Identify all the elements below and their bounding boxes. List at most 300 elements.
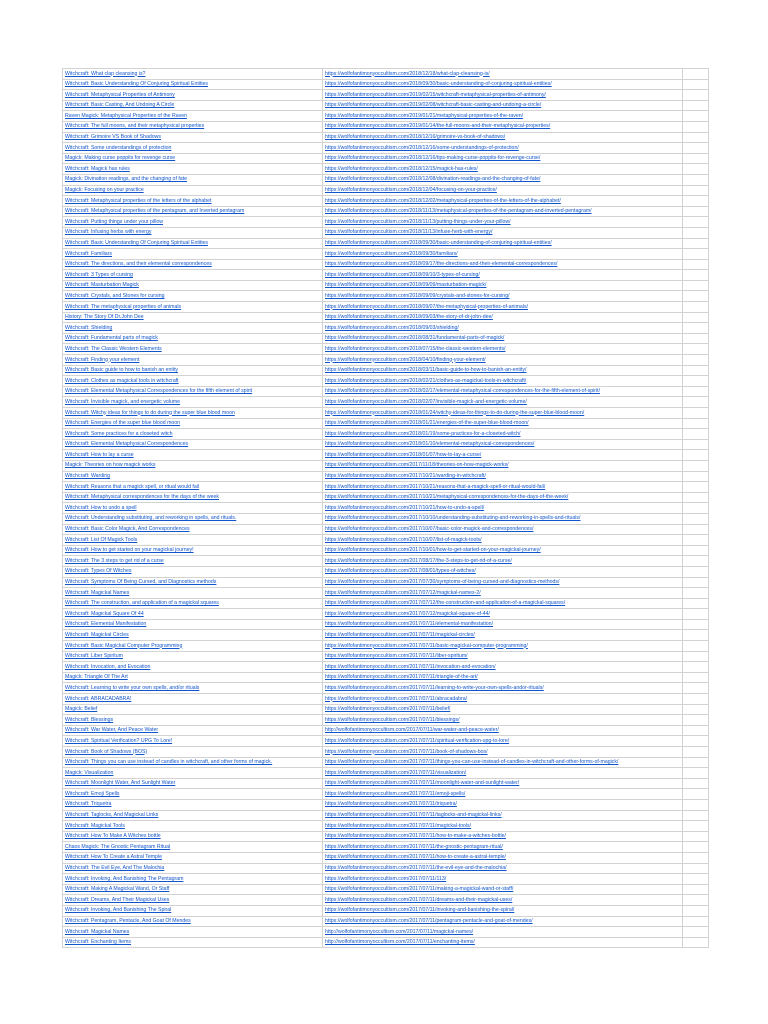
empty-cell	[683, 789, 709, 800]
title-cell	[63, 227, 323, 238]
article-title-link[interactable]: Witchcraft: Basic Color Magick, And Correspondences	[65, 526, 190, 533]
table-row	[63, 747, 709, 758]
url-cell	[323, 630, 683, 641]
title-cell	[63, 884, 323, 895]
article-title-link[interactable]: Witchcraft: Basic Magickal Computer Programming	[65, 642, 183, 649]
article-title-link[interactable]: Witchcraft: War Water, And Peace Water	[65, 727, 159, 734]
article-url-link[interactable]: https://wolfofantimonyoccultism.com/2017/07/11/things-you-can-use-instead-of-candles-in-witchcraft-and-other-forms-of-magick/	[325, 759, 619, 766]
article-url-link[interactable]: https://wolfofantimonyoccultism.com/2018/12/15/magick-has-rules/	[325, 165, 478, 172]
empty-cell	[683, 174, 709, 185]
article-url-link[interactable]: https://wolfofantimonyoccultism.com/2017/10/21/warding-in-witchcraft/	[325, 473, 486, 480]
article-title-link[interactable]: Witchcraft: Book of Shadows (BOS)	[65, 748, 148, 755]
article-url-link[interactable]: https://wolfofantimonyoccultism.com/2018/01/19/some-practices-for-a-closeted-witch/	[325, 430, 521, 437]
empty-cell	[683, 895, 709, 906]
article-url-link[interactable]: https://wolfofantimonyoccultism.com/2018/11/13/infuse-herb-with-energy/	[325, 229, 493, 236]
article-url-link[interactable]: https://wolfofantimonyoccultism.com/2018/02/17/elemental-metaphysical-correspondences-for-the-fifth-element-of-spirit/	[325, 388, 601, 395]
article-title-link[interactable]: Witchcraft: List Of Magick Tools	[65, 536, 138, 543]
table-row	[63, 545, 709, 556]
article-title-link[interactable]: Witchcraft: Learning to write your own spells, and/or rituals	[65, 684, 200, 691]
title-cell	[63, 100, 323, 111]
empty-cell	[683, 365, 709, 376]
url-cell	[323, 291, 683, 302]
article-title-link[interactable]: Witchcraft: Metaphysical properties of the pentagram, and Inverted pentagram	[65, 208, 245, 215]
article-url-link[interactable]: https://wolfofantimonyoccultism.com/2017/07/12/magickal-square-of-44/	[325, 610, 490, 617]
article-url-link[interactable]: https://wolfofantimonyoccultism.com/2018/09/30/familiars/	[325, 250, 458, 257]
article-title-link[interactable]: Witchcraft: Magickal Tools	[65, 822, 125, 829]
article-title-link[interactable]: Witchcraft: Clothes as magickal tools in witchcraft	[65, 377, 179, 384]
article-title-link[interactable]: Witchcraft: Pentagram, Pentacle, And Goat Of Mendes	[65, 918, 191, 924]
url-cell	[323, 259, 683, 270]
empty-cell	[683, 842, 709, 853]
article-url-link[interactable]: https://wolfofantimonyoccultism.com/2018/07/15/the-classic-western-elements/	[325, 345, 506, 352]
article-title-link[interactable]: Witchcraft: Magickal Square Of 44	[65, 610, 144, 617]
article-title-link[interactable]: Witchcraft: Elemental Manifestation	[65, 621, 147, 628]
link-spreadsheet	[62, 68, 708, 948]
title-cell	[63, 79, 323, 90]
article-url-link[interactable]: https://wolfofantimonyoccultism.com/2017/07/11/the-evil-eye-and-the-malochia/	[325, 865, 507, 872]
url-cell	[323, 842, 683, 853]
article-title-link[interactable]: Witchcraft: The directions, and their elemental correspondences	[65, 261, 212, 268]
article-title-link[interactable]: Witchcraft: The Classic Western Elements	[65, 345, 162, 352]
article-title-link[interactable]: Witchcraft: Basic Understanding Of Conjuring Spiritual Entities	[65, 81, 209, 88]
article-url-link[interactable]: https://wolfofantimonyoccultism.com/2018/09/03/shielding/	[325, 324, 459, 331]
article-url-link[interactable]: https://wolfofantimonyoccultism.com/2017/08/01/types-of-witches/	[325, 568, 476, 575]
article-title-link[interactable]: Witchcraft: Basic guide to how to banish an entity	[65, 367, 179, 374]
title-cell	[63, 789, 323, 800]
table-row	[63, 302, 709, 313]
article-title-link[interactable]: Witchcraft: How to undo a spell	[65, 504, 137, 511]
empty-cell	[683, 736, 709, 747]
article-url-link[interactable]: https://wolfofantimonyoccultism.com/2019/01/14/the-full-moons-and-their-metaphysical-properties/	[325, 123, 551, 130]
title-cell	[63, 365, 323, 376]
url-cell	[323, 376, 683, 387]
article-title-link[interactable]: Witchcraft: How To Make A Witches bottle	[65, 833, 161, 840]
article-url-link[interactable]: https://wolfofantimonyoccultism.com/2017/07/11/magickal-circles/	[325, 631, 475, 638]
article-title-link[interactable]: Witchcraft: Fundamental parts of magick	[65, 335, 158, 342]
article-title-link[interactable]: Magick: Theories on how magick works	[65, 462, 156, 469]
empty-cell	[683, 408, 709, 419]
empty-cell	[683, 69, 709, 80]
article-url-link[interactable]: https://wolfofantimonyoccultism.com/2018/12/16/grimoire-vs-book-of-shadows/	[325, 134, 506, 141]
table-row	[63, 249, 709, 260]
article-title-link[interactable]: Witchcraft: Symptoms Of Being Cursed, and Diagnostics methods	[65, 579, 217, 585]
article-url-link[interactable]: https://wolfofantimonyoccultism.com/2017/07/11/invocation-and-evocation/	[325, 663, 496, 670]
url-cell	[323, 874, 683, 885]
article-url-link[interactable]: https://wolfofantimonyoccultism.com/2018/01/21/energies-of-the-super-blue-blood-moon/	[325, 420, 529, 427]
empty-cell	[683, 927, 709, 938]
title-cell	[63, 641, 323, 652]
article-title-link[interactable]: Witchcraft: Crystals, and Stones for cursing	[65, 292, 165, 299]
article-url-link[interactable]: https://wolfofantimonyoccultism.com/2018/04/10/finding-your-element/	[325, 356, 486, 363]
article-title-link[interactable]: Witchcraft: Spiritual Verification? UPG To Lore!	[65, 737, 173, 744]
article-url-link[interactable]: https://wolfofantimonyoccultism.com/2018/12/16/tips-making-curse-poppits-for-revenge-curse/	[325, 155, 541, 162]
empty-cell	[683, 185, 709, 196]
article-url-link[interactable]: https://wolfofantimonyoccultism.com/2018/12/18/what-clap-cleansing-is/	[325, 70, 490, 77]
title-cell	[63, 810, 323, 821]
title-cell	[63, 852, 323, 863]
url-cell	[323, 535, 683, 546]
article-title-link[interactable]: Witchcraft: Grimoire VS Book of Shadows	[65, 134, 162, 141]
title-cell	[63, 609, 323, 620]
empty-cell	[683, 439, 709, 450]
empty-cell	[683, 598, 709, 609]
article-url-link[interactable]: https://wolfofantimonyoccultism.com/2017/07/11/magickal-tools/	[325, 822, 472, 829]
article-title-link[interactable]: Witchcraft: Metaphysical properties of the letters of the alphabet	[65, 197, 212, 204]
article-url-link[interactable]: https://wolfofantimonyoccultism.com/2018/12/16/some-understandings-of-protection/	[325, 144, 519, 151]
article-title-link[interactable]: History: The Story Of Dr.John Dee	[65, 314, 144, 321]
article-url-link[interactable]: https://wolfofantimonyoccultism.com/2017/07/11/elemental-manifestation/	[325, 621, 494, 628]
article-title-link[interactable]: Witchcraft: Magickal Circles	[65, 631, 129, 638]
article-url-link[interactable]: https://wolfofantimonyoccultism.com/2018/02/07/invisible-magick-and-energetic-volume/	[325, 398, 527, 405]
article-title-link[interactable]: Witchcraft: Liber Spiritum	[65, 653, 123, 660]
article-url-link[interactable]: https://wolfofantimonyoccultism.com/2018/09/07/the-metaphysical-properties-of-animals/	[325, 303, 528, 310]
empty-cell	[683, 513, 709, 524]
article-url-link[interactable]: https://wolfofantimonyoccultism.com/2017/10/10/understanding-substituting-and-reworking-in-spells-and-rituals/	[325, 515, 581, 522]
empty-cell	[683, 259, 709, 270]
empty-cell	[683, 450, 709, 461]
table-row	[63, 164, 709, 175]
article-url-link[interactable]: https://wolfofantimonyoccultism.com/2018/09/09/masturbation-magick/	[325, 282, 487, 289]
article-url-link[interactable]: https://wolfofantimonyoccultism.com/2017/11/18/theories-on-how-magick-works/	[325, 462, 509, 469]
article-title-link[interactable]: Witchcraft: How to get started on your magickal journey!	[65, 547, 194, 554]
article-url-link[interactable]: https://wolfofantimonyoccultism.com/2018/09/03/the-story-of-dr-john-dee/	[325, 314, 493, 321]
article-url-link[interactable]: https://wolfofantimonyoccultism.com/2017/07/11/visualization/	[325, 769, 467, 776]
empty-cell	[683, 249, 709, 260]
article-title-link[interactable]: Witchcraft: 3 Types of cursing	[65, 271, 133, 278]
title-cell	[63, 376, 323, 387]
article-title-link[interactable]: Magick: Visualization	[65, 769, 114, 776]
article-title-link[interactable]: Witchcraft: How To Create a Astral Temple	[65, 854, 162, 861]
article-url-link[interactable]: http://wolfofantimonyoccultism.com/2017/07/11/enchanting-items/	[325, 939, 475, 946]
article-title-link[interactable]: Witchcraft: Infusing herbs with energy	[65, 229, 152, 236]
article-title-link[interactable]: Witchcraft: Some understandings of protection	[65, 144, 172, 151]
article-url-link[interactable]: https://wolfofantimonyoccultism.com/2019/02/08/witchcraft-basic-casting-and-undoing-a-circle/	[325, 102, 542, 109]
empty-cell	[683, 90, 709, 101]
article-title-link[interactable]: Magick: Triangle Of The Art	[65, 674, 128, 681]
url-cell	[323, 789, 683, 800]
article-title-link[interactable]: Witchcraft: Metaphysical Properties of Antimony	[65, 91, 175, 98]
article-title-link[interactable]: Magick: Divination readings, and the changing of fate	[65, 176, 187, 183]
article-url-link[interactable]: https://wolfofantimonyoccultism.com/2017/07/11/113/	[325, 875, 447, 882]
title-cell	[63, 450, 323, 461]
table-row	[63, 217, 709, 228]
url-cell	[323, 386, 683, 397]
table-row	[63, 270, 709, 281]
article-title-link[interactable]: Chaos Magick: The Gnostic Pentagram Ritual	[65, 843, 171, 850]
article-url-link[interactable]: https://wolfofantimonyoccultism.com/2017/07/11/book-of-shadows-bos/	[325, 748, 488, 755]
article-title-link[interactable]: Witchcraft: Shielding	[65, 324, 113, 331]
article-title-link[interactable]: Witchcraft: Elemental Metaphysical Correspondences for the fifth element of spirit	[65, 388, 253, 395]
article-url-link[interactable]: https://wolfofantimonyoccultism.com/2017/07/11/dreams-and-their-magickal-uses/	[325, 896, 513, 903]
table-row	[63, 238, 709, 249]
article-title-link[interactable]: Witchcraft: ABRACADABRA!	[65, 695, 132, 702]
article-url-link[interactable]: https://wolfofantimonyoccultism.com/2017/07/11/blessings/	[325, 716, 460, 723]
article-title-link[interactable]: Witchcraft: The construction, and application of a magickal squares	[65, 600, 219, 607]
article-title-link[interactable]: Witchcraft: Magickal Names	[65, 589, 130, 596]
url-cell	[323, 69, 683, 80]
article-url-link[interactable]: https://wolfofantimonyoccultism.com/2017/07/11/spiritual-verification-upg-to-lore/	[325, 737, 510, 744]
url-cell	[323, 672, 683, 683]
article-title-link[interactable]: Witchcraft: Invocation, and Evocation	[65, 663, 151, 670]
title-cell	[63, 344, 323, 355]
title-cell	[63, 905, 323, 916]
article-url-link[interactable]: https://wolfofantimonyoccultism.com/2017/10/21/how-to-undo-a-spell/	[325, 504, 485, 511]
article-url-link[interactable]: https://wolfofantimonyoccultism.com/2017/10/07/basic-color-magick-and-correspondences/	[325, 526, 534, 533]
table-row	[63, 895, 709, 906]
title-cell	[63, 460, 323, 471]
title-cell	[63, 704, 323, 715]
title-cell	[63, 874, 323, 885]
empty-cell	[683, 884, 709, 895]
empty-cell	[683, 196, 709, 207]
article-url-link[interactable]: http://wolfofantimonyoccultism.com/2017/07/11/magickal-names/	[325, 928, 474, 935]
article-title-link[interactable]: Witchcraft: The metaphysical properties of animals	[65, 303, 182, 310]
table-row	[63, 323, 709, 334]
article-title-link[interactable]: Witchcraft: Dreams, And Their Magickal Uses	[65, 896, 170, 903]
article-url-link[interactable]: https://wolfofantimonyoccultism.com/2017/08/17/the-3-steps-to-get-rid-of-a-curse/	[325, 557, 512, 564]
table-row	[63, 778, 709, 789]
article-url-link[interactable]: https://wolfofantimonyoccultism.com/2017/07/30/symptoms-of-being-cursed-and-diagnostics-methods/	[325, 579, 560, 585]
article-url-link[interactable]: https://wolfofantimonyoccultism.com/2018/12/08/divination-readings-and-the-changing-of-fate/	[325, 176, 541, 183]
article-title-link[interactable]: Witchcraft: Basic Understanding Of Conjuring Spiritual Entities	[65, 240, 209, 246]
article-url-link[interactable]: https://wolfofantimonyoccultism.com/2018/03/11/basic-guide-to-how-to-banish-an-entity/	[325, 367, 527, 374]
article-url-link[interactable]: https://wolfofantimonyoccultism.com/2017/07/11/abracadabra/	[325, 695, 468, 702]
article-title-link[interactable]: Witchcraft: Warding	[65, 473, 111, 480]
title-cell	[63, 69, 323, 80]
table-row	[63, 471, 709, 482]
article-url-link[interactable]: https://wolfofantimonyoccultism.com/2017/07/11/how-to-create-a-astral-temple/	[325, 854, 506, 861]
url-cell	[323, 799, 683, 810]
table-row	[63, 789, 709, 800]
article-title-link[interactable]: Witchcraft: Elemental Metaphysical Correspondences	[65, 441, 189, 448]
article-url-link[interactable]: https://wolfofantimonyoccultism.com/2017/07/11/triquetra/	[325, 801, 457, 808]
url-cell	[323, 79, 683, 90]
empty-cell	[683, 535, 709, 546]
article-url-link[interactable]: https://wolfofantimonyoccultism.com/2019/02/15/witchcraft-metaphysical-properties-of-antimony/	[325, 91, 546, 98]
article-url-link[interactable]: https://wolfofantimonyoccultism.com/2017/07/11/belief/	[325, 706, 451, 713]
empty-cell	[683, 937, 709, 948]
table-row	[63, 874, 709, 885]
empty-cell	[683, 619, 709, 630]
empty-cell	[683, 418, 709, 429]
title-cell	[63, 757, 323, 768]
table-row	[63, 153, 709, 164]
title-cell	[63, 164, 323, 175]
empty-cell	[683, 333, 709, 344]
article-url-link[interactable]: https://wolfofantimonyoccultism.com/2017/10/01/how-to-get-started-on-your-magickal-journey/	[325, 547, 541, 554]
article-title-link[interactable]: Witchcraft: Moonlight Water, And Sunlight Water	[65, 780, 176, 787]
title-cell	[63, 799, 323, 810]
url-cell	[323, 227, 683, 238]
title-cell	[63, 778, 323, 789]
table-row	[63, 376, 709, 387]
article-title-link[interactable]: Witchcraft: What clap cleansing is?	[65, 70, 146, 77]
article-title-link[interactable]: Witchcraft: Understanding substituting, and reworking in spells, and rituals.	[65, 515, 237, 522]
article-title-link[interactable]: Witchcraft: Some practices for a closeted witch	[65, 430, 173, 437]
article-url-link[interactable]: https://wolfofantimonyoccultism.com/2018/09/17/the-directions-and-their-elemental-correspondences/	[325, 261, 558, 268]
article-url-link[interactable]: https://wolfofantimonyoccultism.com/2017/10/07/list-of-magick-tools/	[325, 536, 482, 543]
article-title-link[interactable]: Witchcraft: Things you can use instead of candles in witchcraft, and other forms of magick.	[65, 759, 273, 766]
article-url-link[interactable]: https://wolfofantimonyoccultism.com/2017/07/11/learning-to-write-your-own-spells-andor-rituals/	[325, 684, 544, 691]
table-row	[63, 227, 709, 238]
table-row	[63, 280, 709, 291]
table-row	[63, 492, 709, 503]
empty-cell	[683, 916, 709, 927]
article-url-link[interactable]: https://wolfofantimonyoccultism.com/2018/11/13/metaphysical-properties-of-the-pentagram-and-inverted-pentagram/	[325, 208, 592, 215]
empty-cell	[683, 778, 709, 789]
table-row	[63, 439, 709, 450]
table-row	[63, 100, 709, 111]
table-row	[63, 683, 709, 694]
article-title-link[interactable]: Witchcraft: Familiars	[65, 250, 112, 257]
title-cell	[63, 418, 323, 429]
url-cell	[323, 821, 683, 832]
url-cell	[323, 143, 683, 154]
table-row	[63, 609, 709, 620]
url-cell	[323, 694, 683, 705]
article-url-link[interactable]: https://wolfofantimonyoccultism.com/2017/07/11/pentagram-pentacle-and-goat-of-mendes/	[325, 918, 533, 924]
table-row	[63, 821, 709, 832]
article-title-link[interactable]: Witchcraft: Finding your element	[65, 356, 140, 363]
title-cell	[63, 683, 323, 694]
title-cell	[63, 524, 323, 535]
article-title-link[interactable]: Magick: Belief	[65, 706, 98, 713]
empty-cell	[683, 821, 709, 832]
article-title-link[interactable]: Witchcraft: The 3 steps to get rid of a curse	[65, 557, 164, 564]
article-url-link[interactable]: https://wolfofantimonyoccultism.com/2017/10/21/reasons-that-a-magick-spell-or-ritual-would-fail/	[325, 483, 546, 490]
article-url-link[interactable]: https://wolfofantimonyoccultism.com/2018/01/10/elemental-metaphysical-correspondences/	[325, 441, 535, 448]
article-title-link[interactable]: Witchcraft: Putting things under your pillow	[65, 218, 164, 225]
url-cell	[323, 641, 683, 652]
table-row	[63, 121, 709, 132]
article-title-link[interactable]: Witchcraft: Metaphysical correspondences for the days of the week	[65, 494, 219, 501]
article-url-link[interactable]: https://wolfofantimonyoccultism.com/2018/01/24/witchy-ideas-for-things-to-do-during-the-super-blue-blood-moon/	[325, 409, 585, 416]
article-url-link[interactable]: https://wolfofantimonyoccultism.com/2017/07/11/basic-magickal-computer-programming/	[325, 642, 528, 649]
url-cell	[323, 492, 683, 503]
url-cell	[323, 238, 683, 249]
url-cell	[323, 683, 683, 694]
title-cell	[63, 153, 323, 164]
article-url-link[interactable]: https://wolfofantimonyoccultism.com/2018/09/30/basic-understanding-of-conjuring-spiritual-entities/	[325, 81, 552, 88]
empty-cell	[683, 355, 709, 366]
url-cell	[323, 588, 683, 599]
title-cell	[63, 386, 323, 397]
article-url-link[interactable]: https://wolfofantimonyoccultism.com/2018/09/10/3-types-of-cursing/	[325, 271, 480, 278]
article-title-link[interactable]: Witchcraft: Taglocks, And Magickal Links	[65, 812, 159, 819]
article-title-link[interactable]: Witchcraft: Energies of the super blue blood moon	[65, 420, 181, 427]
article-title-link[interactable]: Witchcraft: How to lay a curse	[65, 451, 134, 458]
title-cell	[63, 651, 323, 662]
article-title-link[interactable]: Witchcraft: Masturbation Magick	[65, 282, 139, 289]
article-url-link[interactable]: https://wolfofantimonyoccultism.com/2018/08/31/fundamental-parts-of-magick/	[325, 335, 505, 342]
article-url-link[interactable]: https://wolfofantimonyoccultism.com/2018/01/07/how-to-lay-a-curse/	[325, 451, 482, 458]
article-title-link[interactable]: Witchcraft: Magick has rules	[65, 165, 130, 172]
article-url-link[interactable]: https://wolfofantimonyoccultism.com/2017/07/11/moonlight-water-and-sunlight-water/	[325, 780, 520, 787]
title-cell	[63, 715, 323, 726]
url-cell	[323, 312, 683, 323]
article-url-link[interactable]: https://wolfofantimonyoccultism.com/2017/07/11/making-a-magickal-wand-or-staff/	[325, 886, 514, 893]
empty-cell	[683, 280, 709, 291]
table-row	[63, 799, 709, 810]
article-url-link[interactable]: https://wolfofantimonyoccultism.com/2017/07/12/the-construction-and-application-of-a-magickal-squares/	[325, 600, 566, 607]
article-url-link[interactable]: https://wolfofantimonyoccultism.com/2018/11/13/putting-things-under-your-pillow/	[325, 218, 511, 225]
table-row	[63, 355, 709, 366]
table-row	[63, 905, 709, 916]
article-title-link[interactable]: Witchcraft: Magickal Names	[65, 928, 130, 935]
table-row	[63, 196, 709, 207]
url-cell	[323, 810, 683, 821]
article-url-link[interactable]: https://wolfofantimonyoccultism.com/2017/07/11/invoking-and-banishing-the-spiral/	[325, 907, 515, 914]
article-url-link[interactable]: https://wolfofantimonyoccultism.com/2017/07/12/magickal-names-2/	[325, 589, 481, 596]
article-url-link[interactable]: https://wolfofantimonyoccultism.com/2017/07/11/how-to-make-a-witches-bottle/	[325, 833, 506, 840]
article-url-link[interactable]: https://wolfofantimonyoccultism.com/2018/09/30/basic-understanding-of-conjuring-spiritual-entities/	[325, 240, 552, 246]
table-row	[63, 715, 709, 726]
url-cell	[323, 206, 683, 217]
title-cell	[63, 630, 323, 641]
article-url-link[interactable]: https://wolfofantimonyoccultism.com/2017/07/11/triangle-of-the-art/	[325, 674, 478, 681]
url-cell	[323, 556, 683, 567]
article-url-link[interactable]: https://wolfofantimonyoccultism.com/2018/12/02/metaphysical-properties-of-the-letters-of-the-alphabet/	[325, 197, 561, 204]
article-title-link[interactable]: Witchcraft: Triquetra	[65, 801, 112, 808]
title-cell	[63, 831, 323, 842]
url-cell	[323, 90, 683, 101]
title-cell	[63, 842, 323, 853]
article-title-link[interactable]: Witchcraft: Invisible magick, and energetic volume	[65, 398, 181, 405]
title-cell	[63, 566, 323, 577]
article-title-link[interactable]: Magick: Focusing on your practice	[65, 187, 144, 194]
url-cell	[323, 598, 683, 609]
article-url-link[interactable]: https://wolfofantimonyoccultism.com/2017/07/11/liber-spiritum/	[325, 653, 468, 660]
article-url-link[interactable]: https://wolfofantimonyoccultism.com/2017/07/11/emoji-spells/	[325, 790, 466, 797]
table-row	[63, 768, 709, 779]
title-cell	[63, 323, 323, 334]
empty-cell	[683, 323, 709, 334]
empty-cell	[683, 302, 709, 313]
article-title-link[interactable]: Witchcraft: Making A Magickal Wand, Or Staff	[65, 886, 170, 893]
title-cell	[63, 747, 323, 758]
article-title-link[interactable]: Witchcraft: Basic Casting, And Undoing A Circle	[65, 102, 175, 109]
article-url-link[interactable]: https://wolfofantimonyoccultism.com/2017/07/11/the-gnostic-pentagram-ritual/	[325, 843, 503, 850]
article-title-link[interactable]: Magick: Making curse poppits for revenge curse	[65, 155, 176, 162]
title-cell	[63, 206, 323, 217]
empty-cell	[683, 524, 709, 535]
title-cell	[63, 439, 323, 450]
article-url-link[interactable]: https://wolfofantimonyoccultism.com/2019/01/21/metaphysical-properties-of-the-raven/	[325, 112, 524, 119]
url-cell	[323, 111, 683, 122]
url-cell	[323, 905, 683, 916]
article-title-link[interactable]: Witchcraft: Invoking, And Banishing The Spiral	[65, 907, 172, 914]
article-url-link[interactable]: http://wolfofantimonyoccultism.com/2017/07/11/war-water-and-peace-water/	[325, 727, 499, 734]
article-title-link[interactable]: Witchcraft: Types Of Witches	[65, 568, 132, 575]
article-title-link[interactable]: Witchcraft: Invoking, And Banishing The Pentagram	[65, 875, 184, 882]
article-title-link[interactable]: Witchcraft: The Evil Eye, And The Malochia	[65, 865, 165, 872]
article-url-link[interactable]: https://wolfofantimonyoccultism.com/2017/10/21/metaphysical-correspondences-for-the-days-of-the-week/	[325, 494, 569, 501]
article-title-link[interactable]: Witchcraft: Blessings	[65, 716, 114, 723]
article-title-link[interactable]: Witchcraft: Reasons that a magick spell, or ritual would fail	[65, 483, 200, 490]
url-cell	[323, 365, 683, 376]
url-cell	[323, 344, 683, 355]
article-title-link[interactable]: Raven Magick: Metaphysical Properties of the Raven	[65, 112, 187, 119]
article-title-link[interactable]: Witchcraft: The full moons, and their metaphysical properties	[65, 123, 205, 130]
article-title-link[interactable]: Witchcraft: Emoji Spells	[65, 790, 120, 797]
article-title-link[interactable]: Witchcraft: Witchy ideas for things to do during the super blue blood moon	[65, 409, 235, 416]
article-url-link[interactable]: https://wolfofantimonyoccultism.com/2018/09/09/crystals-and-stones-for-cursing/	[325, 292, 510, 299]
article-url-link[interactable]: https://wolfofantimonyoccultism.com/2018/02/21/clothes-as-magickal-tools-in-witchcraft/	[325, 377, 527, 384]
url-cell	[323, 747, 683, 758]
article-title-link[interactable]: Witchcraft: Enchanting Items	[65, 939, 132, 946]
article-url-link[interactable]: https://wolfofantimonyoccultism.com/2017/07/11/taglocks-and-magickal-links/	[325, 812, 502, 819]
article-url-link[interactable]: https://wolfofantimonyoccultism.com/2018/12/04/focusing-on-your-practice/	[325, 187, 497, 194]
